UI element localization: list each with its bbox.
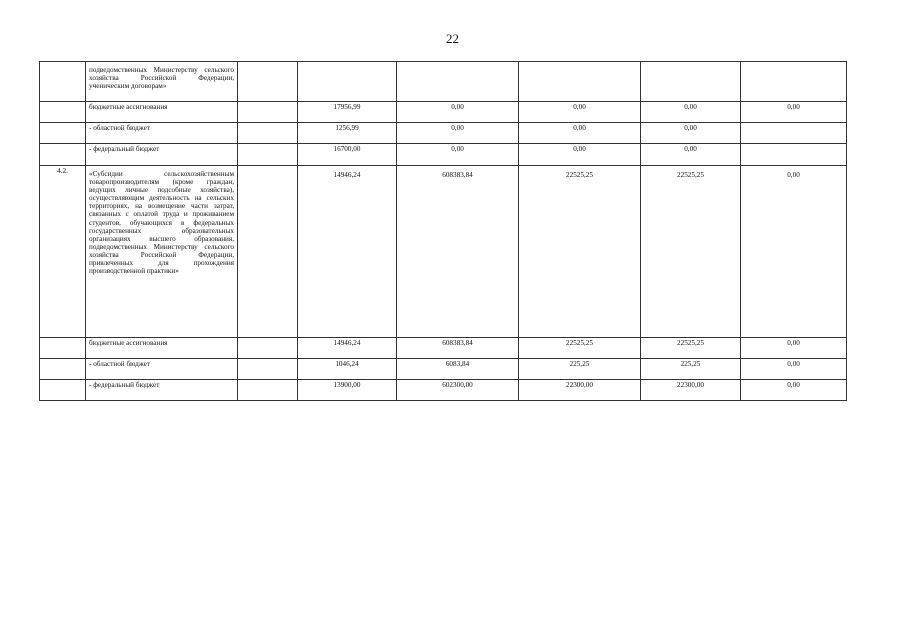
cell-value: [238, 62, 298, 102]
cell-value: 0,00: [641, 102, 741, 123]
row-number: [40, 123, 86, 144]
cell-value: [238, 144, 298, 166]
cell-value: [238, 380, 298, 401]
cell-value: 0,00: [519, 123, 641, 144]
cell-value: 0,00: [519, 144, 641, 166]
table-row: [40, 380, 847, 401]
cell-value: 17956,99: [298, 102, 397, 123]
cell-value: [641, 62, 741, 102]
cell-value: 0,00: [641, 144, 741, 166]
cell-value: 0,00: [397, 123, 519, 144]
cell-value: [741, 123, 847, 144]
cell-value: [298, 62, 397, 102]
cell-value: [238, 359, 298, 380]
row-number: [40, 144, 86, 166]
cell-value: 0,00: [641, 123, 741, 144]
cell-value: 0,00: [741, 166, 847, 338]
cell-value: 1046,24: [298, 359, 397, 380]
table-row: [40, 359, 847, 380]
cell-value: 0,00: [741, 359, 847, 380]
row-number: [40, 62, 86, 102]
cell-value: 0,00: [519, 102, 641, 123]
row-number: [40, 359, 86, 380]
cell-value: [238, 102, 298, 123]
row-number: [40, 102, 86, 123]
row-description: подведомственных Министерству сельского хозяйства Российской Федерации, ученическим договорам»: [86, 62, 238, 102]
cell-value: [238, 166, 298, 338]
cell-value: 608383,84: [397, 338, 519, 359]
cell-value: 0,00: [741, 102, 847, 123]
table-row: [40, 338, 847, 359]
table-row: [40, 123, 847, 144]
cell-value: [741, 62, 847, 102]
cell-value: 22525,25: [519, 338, 641, 359]
row-label: - областной бюджет: [86, 359, 238, 380]
cell-value: 22525,25: [519, 166, 641, 338]
cell-value: 602300,00: [397, 380, 519, 401]
row-label: - областной бюджет: [86, 123, 238, 144]
cell-value: 16700,00: [298, 144, 397, 166]
cell-value: 22525,25: [641, 166, 741, 338]
row-number: [40, 338, 86, 359]
cell-value: 0,00: [397, 144, 519, 166]
cell-value: [238, 123, 298, 144]
table-row: [40, 144, 847, 166]
cell-value: 6083,84: [397, 359, 519, 380]
cell-value: 13900,00: [298, 380, 397, 401]
table-row: [40, 62, 847, 102]
cell-value: 22525,25: [641, 338, 741, 359]
cell-value: 0,00: [741, 338, 847, 359]
row-label: бюджетные ассигнования: [86, 102, 238, 123]
cell-value: 0,00: [741, 380, 847, 401]
cell-value: 608383,84: [397, 166, 519, 338]
row-label: - федеральный бюджет: [86, 144, 238, 166]
cell-value: 14946,24: [298, 166, 397, 338]
row-label: бюджетные ассигнования: [86, 338, 238, 359]
cell-value: 14946,24: [298, 338, 397, 359]
budget-table: [39, 61, 847, 401]
page-number: 22: [446, 31, 459, 46]
cell-value: [741, 144, 847, 166]
row-description: «Субсидии сельскохозяйственным товаропроизводителям (кроме граждан, ведущих личные подсобные хозяйства), осуществляющим деятельность на сельских территориях, на возмещение части затрат, связанных с оплатой труда и проживанием студентов, обучающихся в федеральных государственных образовательных организациях высшего образования, подведомственных Министерству сельского хозяйства Российской Федерации, привлеченных для прохождения производственной практики»: [86, 166, 238, 338]
cell-value: [397, 62, 519, 102]
cell-value: [238, 338, 298, 359]
table-row: [40, 166, 847, 338]
row-label: - федеральный бюджет: [86, 380, 238, 401]
cell-value: 22300,00: [641, 380, 741, 401]
row-number: [40, 380, 86, 401]
cell-value: 225,25: [641, 359, 741, 380]
cell-value: 22300,00: [519, 380, 641, 401]
row-number: 4.2.: [40, 166, 86, 338]
cell-value: 1256,99: [298, 123, 397, 144]
cell-value: [519, 62, 641, 102]
cell-value: 225,25: [519, 359, 641, 380]
cell-value: 0,00: [397, 102, 519, 123]
table-row: [40, 102, 847, 123]
